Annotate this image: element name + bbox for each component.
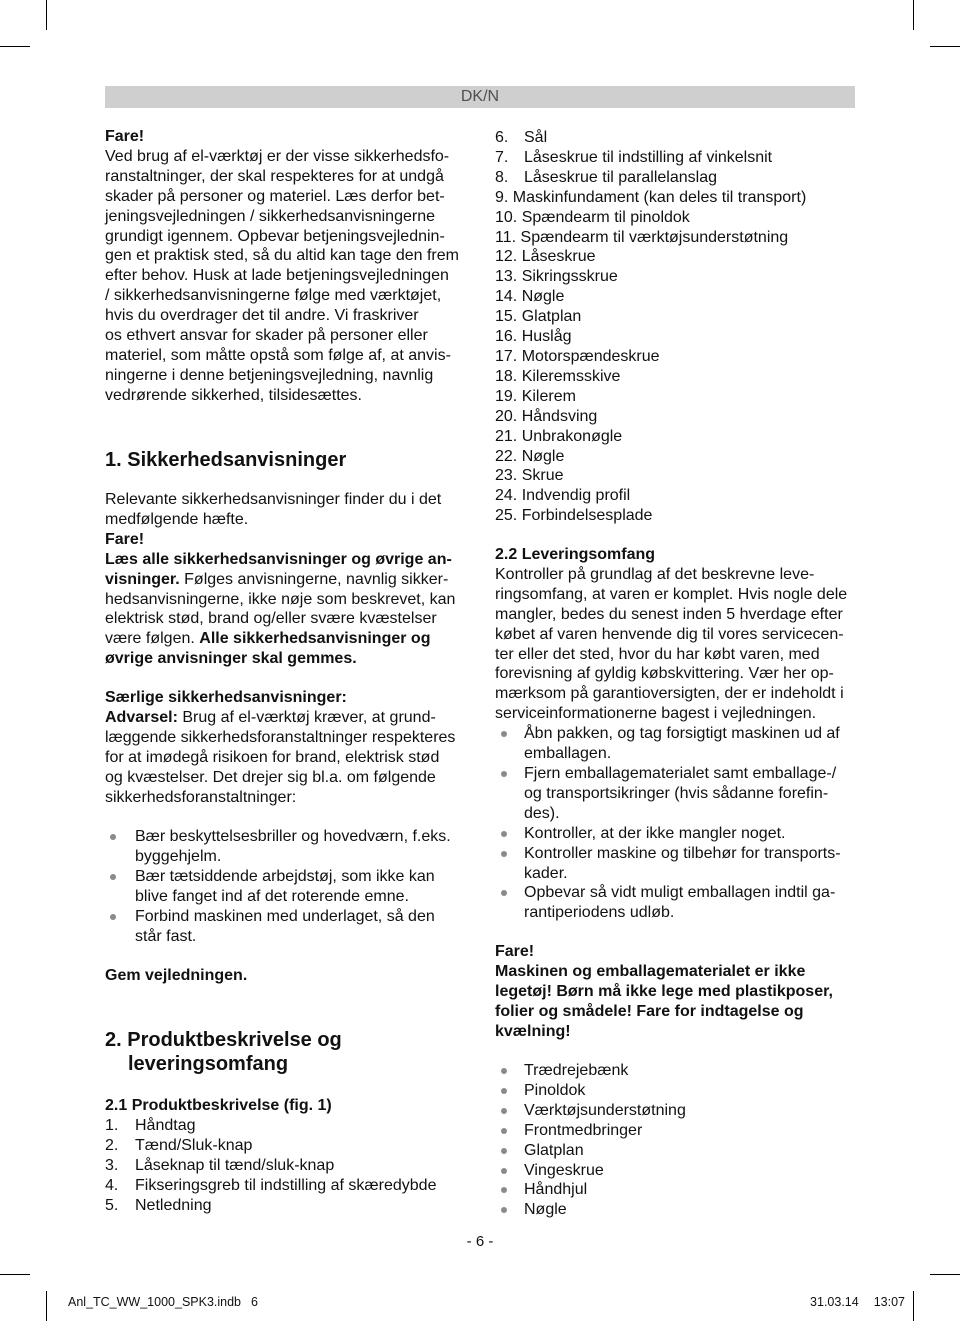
text-line: læggende sikkerhedsforanstaltninger respekteres: [105, 728, 456, 746]
part-label: Huslåg: [521, 328, 572, 346]
part-number: 18.: [495, 367, 518, 385]
text-line: forevisning af gyldig købskvittering. Vær her op-: [495, 665, 834, 683]
text-line: kader.: [524, 864, 568, 882]
part-label: Låseknap til tænd/sluk-knap: [135, 1156, 335, 1174]
part-label: Låseskrue til parallelanslag: [524, 168, 717, 186]
bullet-icon: [501, 890, 507, 896]
part-number: 23.: [495, 467, 518, 485]
text-line: [105, 708, 455, 728]
danger-label: Fare!: [105, 530, 145, 548]
text-line: ningerne i denne betjeningsvejledning, navnlig: [105, 366, 434, 384]
list-item: [495, 1161, 686, 1181]
bullet-icon: [501, 831, 507, 837]
part-label: Netledning: [135, 1196, 212, 1214]
content-item: Pinoldok: [524, 1081, 586, 1099]
bullet-icon: [110, 914, 116, 920]
footer-date: 31.03.14: [810, 1295, 859, 1309]
part-item: [495, 128, 806, 148]
part-number: 25.: [495, 507, 518, 525]
part-number: 13.: [495, 268, 518, 286]
part-item: [105, 1116, 436, 1136]
heading-line: leveringsomfang: [128, 1053, 289, 1075]
text-segment: Brug af el-værktøj kræver, at grund-: [182, 708, 436, 726]
text-line: Maskinen og emballagematerialet er ikke: [495, 962, 806, 980]
intro-warning: [105, 127, 459, 406]
section-heading-safety: 1. Sikkerhedsanvisninger: [105, 449, 347, 471]
crop-mark: [0, 1274, 30, 1275]
part-item: [495, 208, 806, 228]
bullet-icon: [501, 1108, 507, 1114]
text-line: kvælning!: [495, 1022, 571, 1040]
text-line: Kontroller, at der ikke mangler noget.: [524, 824, 786, 842]
text-line: mærksom på garantioversigten, der er indeholdt i: [495, 685, 844, 703]
page-number: - 6 -: [466, 1233, 494, 1250]
bullet-icon: [501, 1187, 507, 1193]
crop-mark: [930, 1274, 960, 1275]
text-line: Forbind maskinen med underlaget, så den: [135, 907, 435, 925]
text-line: serviceinformationerne bagest i vejledningen.: [495, 705, 817, 723]
text-line: øvrige anvisninger skal gemmes.: [105, 650, 357, 668]
text-line: ranstaltninger, der skal respekteres for at undgå: [105, 167, 444, 185]
text-line: / sikkerhedsanvisningerne følge med værktøjet,: [105, 287, 442, 305]
text-line: ringsomfang, at varen er komplet. Hvis nogle dele: [495, 585, 848, 603]
text-line: mangler, bedes du senest inden 5 hverdage efter: [495, 605, 843, 623]
part-number: 19.: [495, 387, 518, 405]
footer-time: 13:07: [873, 1295, 905, 1309]
heading-line: 2. Produktbeskrivelse og: [105, 1029, 342, 1051]
crop-mark: [913, 1291, 914, 1321]
text-line: legetøj! Børn må ikke lege med plastikposer,: [495, 982, 833, 1000]
print-footer-timestamp: [810, 1294, 905, 1310]
part-label: Håndtag: [135, 1116, 196, 1134]
crop-mark: [46, 0, 47, 30]
print-footer-file: [68, 1294, 258, 1310]
bullet-icon: [110, 874, 116, 880]
content-item: Håndhjul: [524, 1181, 588, 1199]
list-item: [495, 1081, 686, 1101]
crop-mark: [930, 46, 960, 47]
part-item: [495, 168, 806, 188]
part-item: [495, 188, 806, 208]
part-label: Forbindelsesplade: [521, 507, 653, 525]
part-item: [105, 1156, 436, 1176]
text-line: hedsanvisningerne, ikke nøje som beskrevet, kan: [105, 590, 456, 608]
part-item: [495, 367, 806, 387]
list-item: [105, 867, 451, 907]
subheading: 2.2 Leveringsomfang: [495, 546, 656, 563]
text-line: Fjern emballagematerialet samt emballage-/: [524, 764, 837, 782]
content-item: Nøgle: [524, 1201, 567, 1219]
text-line: og transportsikringer (hvis sådanne forefin-: [524, 784, 829, 802]
danger-label: Fare!: [495, 943, 535, 960]
list-item: [105, 907, 451, 947]
part-label: Glatplan: [521, 308, 582, 326]
part-label: Nøgle: [521, 447, 565, 465]
content-item: Glatplan: [524, 1141, 584, 1159]
text-line: emballagen.: [524, 745, 612, 763]
text-line: står fast.: [135, 927, 197, 945]
list-item: [495, 1200, 686, 1220]
delivery-scope: [495, 545, 847, 923]
text-line: Relevante sikkerhedsanvisninger finder du i det: [105, 491, 442, 508]
language-header-bar: [105, 86, 855, 108]
part-item: [495, 247, 806, 267]
bullet-icon: [501, 731, 507, 737]
text-line: efter behov. Husk at lade betjeningsvejledningen: [105, 267, 449, 285]
part-label: Kilerem: [521, 387, 576, 405]
text-line: folier og smådele! Fare for indtagelse og: [495, 1002, 804, 1020]
part-number: 11.: [495, 228, 517, 246]
text-line: ter eller det sted, hvor du har købt varen, med: [495, 645, 820, 663]
warning-label: Fare!: [105, 128, 145, 145]
content-item: Vingeskrue: [524, 1161, 604, 1179]
part-label: Indvendig profil: [521, 487, 631, 505]
keep-manual-note: [105, 966, 247, 986]
text-line: skader på personer og materiel. Læs derfor bet-: [105, 187, 445, 205]
part-label: Maskinfundament (kan deles til transport): [512, 188, 807, 206]
part-item: [105, 1196, 436, 1216]
text-line: og kvæstelser. Det drejer sig bl.a. om følgende: [105, 768, 436, 786]
bullet-icon: [501, 1207, 507, 1213]
part-label: Låseskrue til indstilling af vinkelsnit: [524, 148, 773, 166]
content-item: Værktøjsunderstøtning: [524, 1101, 686, 1119]
bullet-icon: [501, 1088, 507, 1094]
part-label: Nøgle: [521, 288, 565, 306]
text-line: Bær beskyttelsesbriller og hovedværn, f.eks.: [135, 828, 451, 845]
subheading: 2.1 Produktbeskrivelse (fig. 1): [105, 1097, 332, 1114]
part-item: [495, 466, 806, 486]
text-line: jeningsvejledningen / sikkerhedsanvisningerne: [105, 207, 435, 225]
text-segment: Følges anvisningerne, navnlig sikker-: [184, 570, 449, 588]
text-line: [105, 629, 455, 649]
part-item: [495, 506, 806, 526]
part-item: [495, 327, 806, 347]
text-line: Åbn pakken, og tag forsigtigt maskinen ud af: [524, 725, 840, 743]
part-label: Låseskrue: [521, 248, 596, 266]
list-item: [495, 844, 847, 884]
bullet-icon: [110, 834, 116, 840]
list-item: [495, 824, 847, 844]
part-number: 22.: [495, 447, 518, 465]
crop-mark: [0, 46, 30, 47]
part-item: [495, 427, 806, 447]
part-item: [495, 148, 806, 168]
part-label: Fikseringsgreb til indstilling af skæredybde: [135, 1176, 437, 1194]
text-bold-segment: visninger.: [105, 570, 180, 588]
content-item: Frontmedbringer: [524, 1121, 643, 1139]
part-label: Unbrakonøgle: [521, 427, 623, 445]
text-line: vedrørende sikkerhed, tilsidesættes.: [105, 386, 362, 404]
part-number: 17.: [495, 347, 518, 365]
text-line: hvis du overdrager det til andre. Vi fraskriver: [105, 307, 419, 325]
text-line: købet af varen henvende dig til vores servicecen-: [495, 625, 844, 643]
text-line: Opbevar så vidt muligt emballagen indtil ga-: [524, 884, 836, 902]
part-item: [105, 1176, 436, 1196]
text-line: Kontroller maskine og tilbehør for transports-: [524, 844, 841, 862]
part-item: [495, 486, 806, 506]
part-number: 21.: [495, 427, 518, 445]
text-line: for at imødegå risikoen for brand, elektrisk stød: [105, 748, 440, 766]
part-number: 10.: [495, 208, 518, 226]
crop-mark: [46, 1291, 47, 1321]
text-line: Bær tætsiddende arbejdstøj, som ikke kan: [135, 867, 435, 885]
text-line: grundigt igennem. Opbevar betjeningsvejlednin-: [105, 227, 445, 245]
part-number: 1.: [105, 1116, 119, 1134]
part-label: Spændearm til værktøjsunderstøtning: [520, 228, 789, 246]
part-label: Sikringsskrue: [521, 268, 618, 286]
text-segment: være følgen.: [105, 630, 195, 648]
list-item: [495, 1101, 686, 1121]
content-item: Trædrejebænk: [524, 1062, 629, 1079]
bullet-icon: [501, 1128, 507, 1134]
part-label: Tænd/Sluk-knap: [135, 1136, 253, 1154]
bullet-icon: [501, 1168, 507, 1174]
part-number: 8.: [495, 168, 509, 186]
part-item: [105, 1136, 436, 1156]
list-item: [495, 724, 847, 764]
list-item: [495, 1180, 686, 1200]
part-item: [495, 307, 806, 327]
text-line: os ethvert ansvar for skader på personer eller: [105, 327, 428, 345]
parts-list-continued: [495, 128, 806, 526]
text-line: blive fanget ind af det roterende emne.: [135, 887, 409, 905]
part-item: [495, 387, 806, 407]
text-line: elektrisk stød, brand og/eller svære kvæstelser: [105, 610, 437, 628]
part-number: 24.: [495, 487, 518, 505]
bullet-icon: [501, 851, 507, 857]
part-number: 15.: [495, 308, 518, 326]
language-code: DK/N: [460, 88, 500, 105]
text-bold-segment: Alle sikkerhedsanvisninger og: [199, 630, 431, 648]
packaging-danger-warning: [495, 942, 833, 1042]
part-number: 16.: [495, 328, 518, 346]
text-line: sikkerhedsforanstaltninger:: [105, 788, 297, 806]
part-item: [495, 447, 806, 467]
bullet-icon: [501, 1068, 507, 1074]
part-number: 6.: [495, 129, 509, 146]
safety-instructions-body: [105, 490, 455, 669]
part-item: [495, 267, 806, 287]
section-heading-product: [105, 1028, 342, 1076]
product-description: [105, 1096, 436, 1215]
warning-label: Advarsel:: [105, 708, 178, 726]
part-number: 5.: [105, 1196, 119, 1214]
part-number: 9.: [495, 188, 509, 206]
part-item: [495, 347, 806, 367]
bullet-icon: [501, 771, 507, 777]
bullet-icon: [501, 1148, 507, 1154]
part-number: 20.: [495, 407, 518, 425]
text-line: gen et praktisk sted, så du altid kan tage den frem: [105, 247, 459, 265]
part-label: Håndsving: [521, 407, 598, 425]
safety-bullet-list: [105, 827, 451, 946]
part-label: Spændearm til pinoldok: [521, 208, 690, 226]
text-line: Læs alle sikkerhedsanvisninger og øvrige an-: [105, 550, 452, 568]
text-line: des).: [524, 804, 560, 822]
part-number: 12.: [495, 248, 518, 266]
list-item: [495, 883, 847, 923]
text-line: medfølgende hæfte.: [105, 510, 249, 528]
footer-file-page: 6: [251, 1295, 258, 1309]
part-number: 7.: [495, 148, 509, 166]
list-item: [495, 1141, 686, 1161]
part-item: [495, 407, 806, 427]
part-label: Skrue: [521, 467, 564, 485]
footer-filename: Anl_TC_WW_1000_SPK3.indb: [68, 1295, 242, 1309]
part-number: 2.: [105, 1136, 119, 1154]
part-label: Kileremsskive: [521, 367, 621, 385]
text-line: byggehjelm.: [135, 847, 222, 865]
list-item: [495, 1121, 686, 1141]
crop-mark: [913, 0, 914, 30]
part-label: Motorspændeskrue: [521, 347, 660, 365]
special-safety-instructions: [105, 688, 455, 807]
list-item: [495, 1061, 686, 1081]
part-number: 3.: [105, 1156, 119, 1174]
part-number: 14.: [495, 288, 518, 306]
text-line: materiel, som måtte opstå som følge af, at anvis-: [105, 346, 451, 364]
part-item: [495, 228, 806, 248]
part-item: [495, 287, 806, 307]
text-line: Ved brug af el-værktøj er der visse sikkerhedsfo-: [105, 147, 450, 165]
part-label: Sål: [524, 129, 548, 146]
text-line: Gem vejledningen.: [105, 967, 248, 984]
package-contents-list: [495, 1061, 686, 1220]
subheading: Særlige sikkerhedsanvisninger:: [105, 689, 347, 706]
text-line: rantiperiodens udløb.: [524, 904, 675, 922]
text-line: Kontroller på grundlag af det beskrevne leve-: [495, 565, 815, 583]
list-item: [495, 764, 847, 824]
part-number: 4.: [105, 1176, 119, 1194]
list-item: [105, 827, 451, 867]
text-line: [105, 570, 455, 590]
